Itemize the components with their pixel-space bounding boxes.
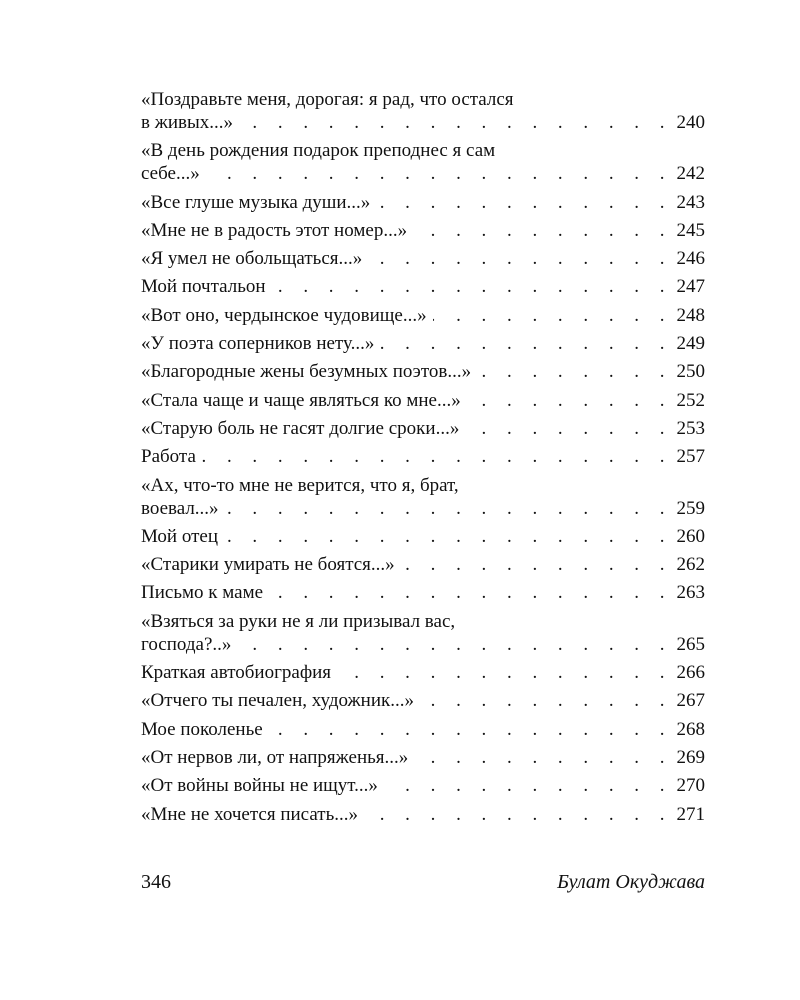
dot-leader (337, 661, 672, 684)
dot-leader (477, 360, 672, 383)
toc-entry (141, 610, 705, 656)
toc-entry-title: Мой почтальон (141, 276, 266, 298)
toc-entry-line (141, 718, 705, 741)
toc-entry (141, 275, 705, 298)
toc-page-number: 252 (676, 389, 705, 411)
running-footer-author: Булат Окуджава (557, 871, 705, 893)
dot-leader (368, 247, 672, 270)
toc-entry-title: «Все глуше музыка души...» (141, 191, 371, 213)
toc-entry (141, 553, 705, 576)
toc-entry-line (141, 247, 705, 270)
toc-page-number: 259 (676, 497, 705, 519)
toc-entry-title: «От нервов ли, от напряженья...» (141, 746, 409, 768)
toc-entry-line (141, 360, 705, 383)
toc-entry-line (141, 553, 705, 576)
toc-entry (141, 360, 705, 383)
toc-entry-title: «Старики умирать не боятся...» (141, 554, 395, 576)
dot-leader (225, 497, 673, 520)
toc-entry (141, 474, 705, 520)
toc-entry (141, 445, 705, 468)
toc-entry-line (141, 746, 705, 769)
toc-page-number: 263 (676, 582, 705, 604)
toc-entry-title: «От войны войны не ищут...» (141, 775, 378, 797)
dot-leader (467, 389, 673, 412)
toc-page-number: 250 (676, 361, 705, 383)
dot-leader (376, 191, 672, 214)
toc-entry-line (141, 497, 705, 520)
dot-leader (384, 774, 673, 797)
dot-leader (364, 803, 673, 826)
toc-page-number: 240 (676, 112, 705, 133)
toc-page-number: 269 (676, 746, 705, 768)
toc-entry (141, 219, 705, 242)
dot-leader (465, 417, 672, 440)
toc-entry-title: Мое поколенье (141, 718, 263, 740)
dot-leader (206, 162, 673, 185)
toc-page-number: 266 (676, 662, 705, 684)
toc-entry-title: воевал...» (141, 497, 219, 519)
toc-entry-title: господа?..» (141, 633, 232, 655)
dot-leader (433, 304, 673, 327)
toc-entry (141, 417, 705, 440)
dot-leader (380, 332, 672, 355)
dot-leader (269, 581, 672, 604)
toc-entry (141, 191, 705, 214)
toc-entry (141, 88, 705, 134)
toc-entry-line (141, 689, 705, 712)
toc-entry (141, 774, 705, 797)
toc-entry-title: Письмо к маме (141, 582, 264, 604)
toc-page-number: 243 (676, 191, 705, 213)
dot-leader (413, 219, 672, 242)
toc-page-number: 245 (676, 219, 705, 241)
toc-entry (141, 304, 705, 327)
table-of-contents (141, 88, 705, 831)
toc-page-number: 271 (676, 803, 705, 825)
toc-entry-title: «Мне не хочется писать...» (141, 803, 358, 825)
page-footer (141, 870, 705, 894)
toc-entry-title: «Стала чаще и чаще являться ко мне...» (141, 389, 461, 411)
toc-page-number: 253 (676, 417, 705, 439)
toc-entry-line (141, 111, 705, 134)
toc-entry-line (141, 219, 705, 242)
toc-entry-line (141, 389, 705, 412)
toc-entry-title: «Вот оно, чердынское чудовище...» (141, 304, 427, 326)
dot-leader (272, 275, 673, 298)
toc-entry-line (141, 525, 705, 548)
toc-entry-title-line: «Взяться за руки не я ли призывал вас, (141, 610, 456, 632)
toc-entry (141, 661, 705, 684)
toc-entry-line (141, 304, 705, 327)
toc-entry-title: «Отчего ты печален, художник...» (141, 690, 414, 712)
toc-page-number: 249 (676, 333, 705, 355)
dot-leader (420, 689, 673, 712)
toc-entry (141, 803, 705, 826)
toc-entry-title: Краткая автобиография (141, 662, 332, 684)
toc-entry-title: Работа (141, 446, 196, 468)
toc-entry (141, 525, 705, 548)
toc-page-number: 257 (676, 446, 705, 468)
toc-entry-line (141, 275, 705, 298)
toc-entry-line (141, 332, 705, 355)
toc-entry-title: Мой отец (141, 525, 218, 547)
toc-page-number: 270 (676, 775, 705, 797)
dot-leader (237, 633, 672, 656)
toc-page-number: 268 (676, 718, 705, 740)
toc-page-number: 260 (676, 525, 705, 547)
toc-entry-title: «Благородные жены безумных поэтов...» (141, 361, 472, 383)
dot-leader (401, 553, 673, 576)
toc-entry (141, 581, 705, 604)
dot-leader (239, 111, 672, 134)
dot-leader (202, 445, 673, 468)
toc-entry-title-line: «Поздравьте меня, дорогая: я рад, что остался (141, 89, 514, 110)
toc-entry-line (141, 774, 705, 797)
toc-entry-title-line: «В день рождения подарок преподнес я сам (141, 140, 496, 162)
toc-entry (141, 718, 705, 741)
toc-entry-title-line: «Ах, что-то мне не верится, что я, брат, (141, 474, 459, 496)
toc-entry (141, 332, 705, 355)
toc-entry-title: «Старую боль не гасят долгие сроки...» (141, 417, 460, 439)
toc-entry-line (141, 661, 705, 684)
toc-entry-title: себе...» (141, 163, 200, 185)
toc-page-number: 262 (676, 554, 705, 576)
toc-page-number: 265 (676, 633, 705, 655)
toc-entry-title: «Я умел не обольщаться...» (141, 248, 363, 270)
toc-entry-title: в живых...» (141, 112, 234, 133)
toc-entry-title: «Мне не в радость этот номер...» (141, 219, 408, 241)
toc-entry-line (141, 633, 705, 656)
dot-leader (414, 746, 672, 769)
toc-page-number: 242 (676, 163, 705, 185)
toc-entry-line (141, 417, 705, 440)
toc-entry (141, 139, 705, 185)
toc-entry (141, 689, 705, 712)
dot-leader (224, 525, 673, 548)
toc-entry-line (141, 162, 705, 185)
toc-entry (141, 746, 705, 769)
toc-entry-title: «У поэта соперников нету...» (141, 333, 375, 355)
toc-entry-line (141, 445, 705, 468)
toc-entry-line (141, 581, 705, 604)
dot-leader (269, 718, 673, 741)
toc-entry-line (141, 191, 705, 214)
toc-entry (141, 389, 705, 412)
page-number: 346 (141, 871, 171, 893)
toc-page-number: 247 (676, 276, 705, 298)
toc-page-number: 246 (676, 248, 705, 270)
toc-entry-line (141, 803, 705, 826)
toc-page-number: 267 (676, 690, 705, 712)
toc-page-number: 248 (676, 304, 705, 326)
toc-entry (141, 247, 705, 270)
